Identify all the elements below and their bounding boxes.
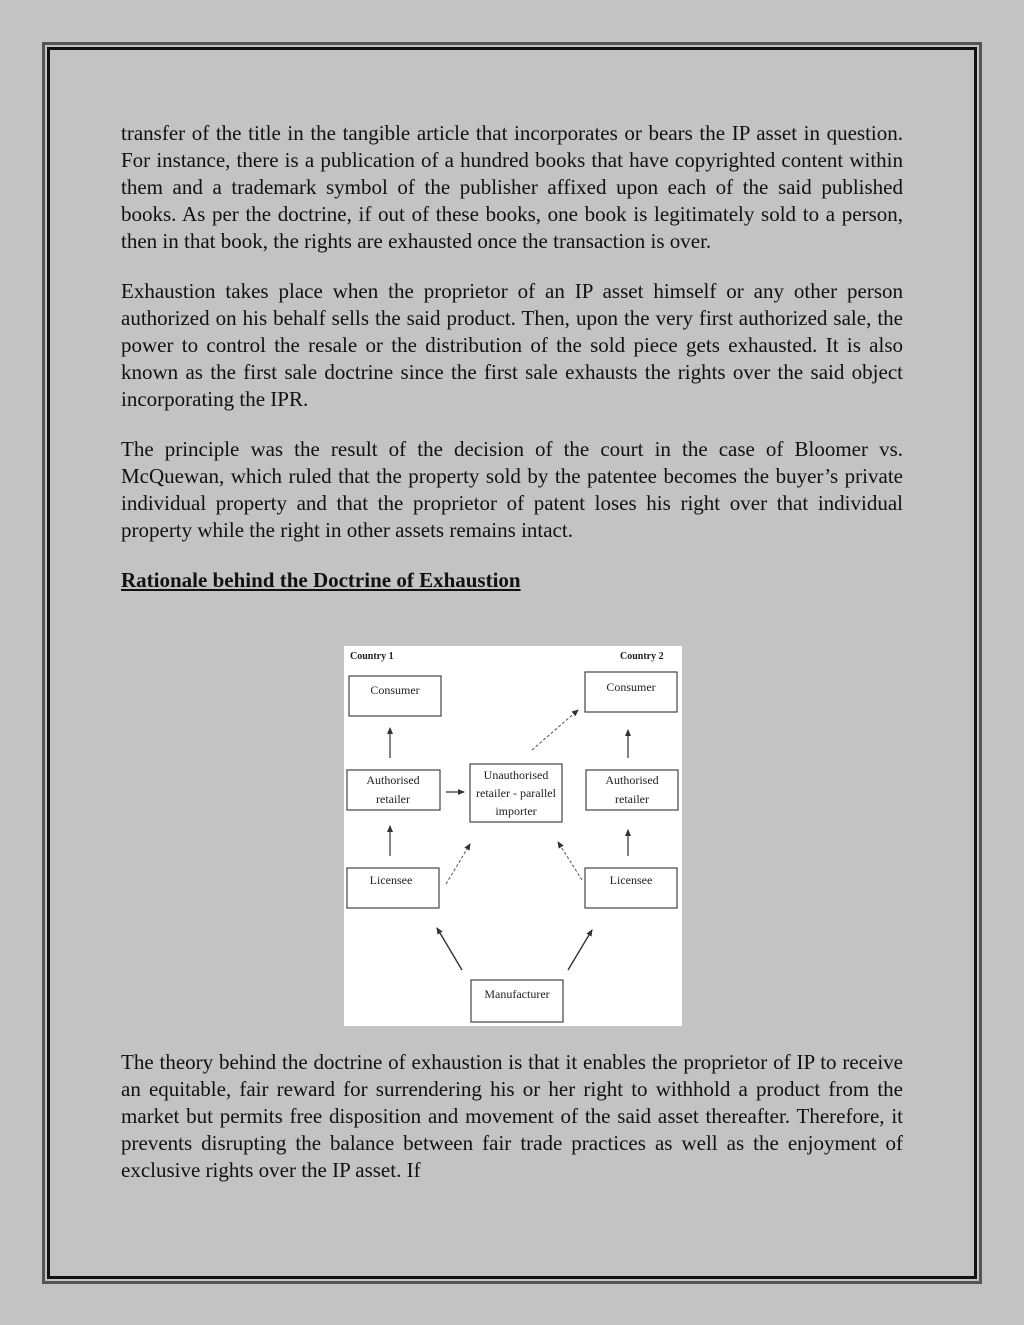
manufacturer-label: Manufacturer — [484, 987, 550, 1001]
unauthorised-line2: retailer - parallel — [476, 786, 556, 800]
authorised-left-line2: retailer — [376, 792, 410, 806]
unauthorised-line1: Unauthorised — [483, 768, 549, 782]
closing-section — [121, 1049, 903, 1184]
document-body — [121, 120, 903, 615]
consumer-left-label: Consumer — [370, 683, 420, 697]
arrow-manufacturer-to-licensee-right — [568, 930, 592, 970]
authorised-left-line1: Authorised — [366, 773, 420, 787]
diagram-svg — [344, 646, 682, 1026]
unauthorised-line3: importer — [495, 804, 537, 818]
section-heading: Rationale behind the Doctrine of Exhaustion — [121, 568, 521, 592]
licensee-right-label: Licensee — [609, 873, 653, 887]
paragraph-exhaustion: Exhaustion takes place when the proprietor of an IP asset himself or any other person authorized on his behalf sells the said product. Then, upon the very first authorized sale, the power to control the resale or the distribution of the sold piece gets exhausted. It is also known as the first sale doctrine since the first sale exhausts the rights over the said object incorporating the IPR. — [121, 279, 903, 411]
arrow-manufacturer-to-licensee-left — [437, 928, 462, 970]
arrow-unauthorised-to-consumer-right — [532, 710, 578, 750]
licensee-left-label: Licensee — [369, 873, 413, 887]
consumer-right-label: Consumer — [606, 680, 656, 694]
paragraph-theory: The theory behind the doctrine of exhaustion is that it enables the proprietor of IP to receive an equitable, fair reward for surrendering his or her right to withhold a product from the market but permits free disposition and movement of the said asset thereafter. Therefore, it prevents disrupting the balance between fair trade practices as well as the enjoyment of exclusive rights over the IP asset. If — [121, 1050, 903, 1182]
authorised-right-line1: Authorised — [605, 773, 659, 787]
country-2-label: Country 2 — [620, 651, 664, 662]
paragraph-principle: The principle was the result of the decision of the court in the case of Bloomer vs. McQuewan, which ruled that the property sold by the patentee becomes the buyer’s private individual property and that the proprietor of patent loses his right over that individual property while the right in other assets remains intact. — [121, 437, 903, 542]
paragraph-title-transfer: transfer of the title in the tangible article that incorporates or bears the IP asset in question. For instance, there is a publication of a hundred books that have copyrighted content within them and a trademark symbol of the publisher affixed upon each of the said published books. As per the doctrine, if out of these books, one book is legitimately sold to a person, then in that book, the rights are exhausted once the transaction is over. — [121, 121, 903, 253]
arrow-licensee-left-to-unauthorised — [446, 844, 470, 884]
exhaustion-diagram — [344, 646, 682, 1026]
authorised-right-line2: retailer — [615, 792, 649, 806]
arrow-licensee-right-to-unauthorised — [558, 842, 582, 880]
country-1-label: Country 1 — [350, 651, 394, 662]
